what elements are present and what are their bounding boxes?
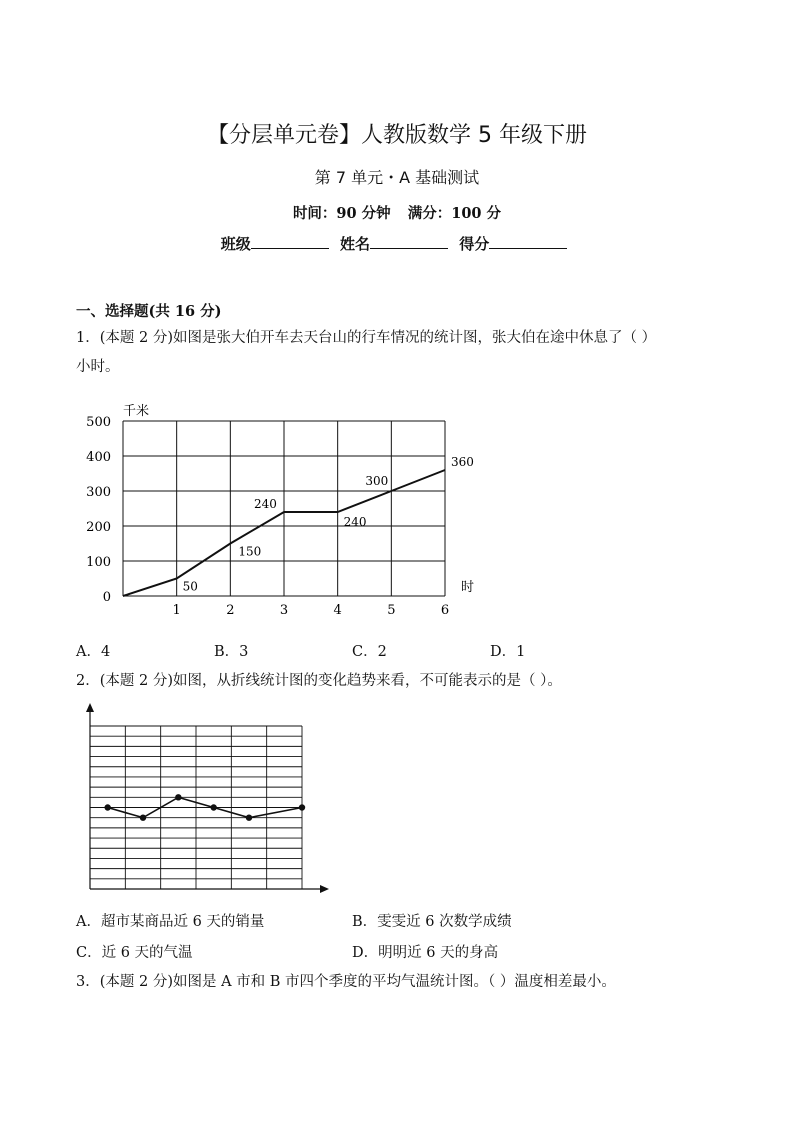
y-tick-label: 400 [86,450,111,465]
q1-option-b[interactable]: B．3 [214,644,249,660]
x-axis-label: 时 [461,580,475,595]
section-title: 一、选择题(共 16 分) [76,303,222,320]
y-tick-label: 200 [86,520,111,535]
x-axis-arrow [320,885,329,893]
question-3-text-line1: 3．(本题 2 分)如图是 A 市和 B 市四个季度的平均气温统计图。（ ）温度相差最小。 [76,974,616,990]
q2-option-d[interactable]: D．明明近 6 天的身高 [352,945,499,961]
score-label: 得分 [459,235,490,253]
page-subtitle: 第 7 单元・A 基础测试 [314,168,480,187]
data-label: 240 [254,497,277,511]
exam-meta [0,202,794,223]
x-tick-label: 3 [279,603,289,618]
data-label: 50 [182,579,198,594]
question-1 [76,324,736,382]
y-tick-label: 0 [102,590,111,605]
name-label: 姓名 [339,235,370,253]
data-label: 150 [238,544,262,559]
chart-distance-time [76,396,496,626]
data-point [210,804,216,810]
y-tick-label: 500 [86,415,111,430]
score-blank[interactable] [489,232,567,249]
page-title: 【分层单元卷】人教版数学 5 年级下册 [207,123,587,148]
data-point [299,804,305,810]
data-point [246,814,252,820]
x-tick-label: 5 [387,603,396,618]
exam-time: 时间：90 分钟 [292,205,391,222]
y-tick-label: 300 [86,485,111,500]
question-2-text-line1: 2．(本题 2 分)如图，从折线统计图的变化趋势来看，不可能表示的是（ ）。 [76,673,562,689]
y-axis-arrow [86,703,94,712]
data-point [104,804,110,810]
chart-trend [76,700,336,900]
q1-option-d[interactable]: D．1 [490,644,526,660]
x-tick-label: 2 [226,603,235,618]
data-label: 240 [343,515,367,529]
q2-option-a[interactable]: A．超市某商品近 6 天的销量 [76,914,265,930]
q2-option-c[interactable]: C．近 6 天的气温 [76,945,193,961]
exam-total-score: 满分：100 分 [407,205,502,222]
student-info [0,232,794,254]
y-axis-label: 千米 [123,404,150,419]
x-tick-label: 1 [172,603,181,618]
class-blank[interactable] [251,232,329,249]
data-point [140,814,146,820]
q2-option-b[interactable]: B．雯雯近 6 次数学成绩 [352,914,512,930]
question-2 [76,667,736,696]
question-3 [76,968,736,997]
question-1-text-line2: 小时。 [76,359,120,375]
x-tick-label: 6 [440,603,450,618]
name-blank[interactable] [370,232,448,249]
data-label: 360 [451,455,474,469]
q1-option-c[interactable]: C．2 [352,644,387,660]
class-label: 班级 [220,235,251,253]
x-tick-label: 4 [333,603,342,618]
data-point [175,794,181,800]
data-label: 300 [365,474,389,488]
question-1-text-line1: 1．(本题 2 分)如图是张大伯开车去天台山的行车情况的统计图，张大伯在途中休息了（ ） [76,330,657,346]
q1-option-a[interactable]: A．4 [76,644,111,660]
y-tick-label: 100 [86,555,111,570]
